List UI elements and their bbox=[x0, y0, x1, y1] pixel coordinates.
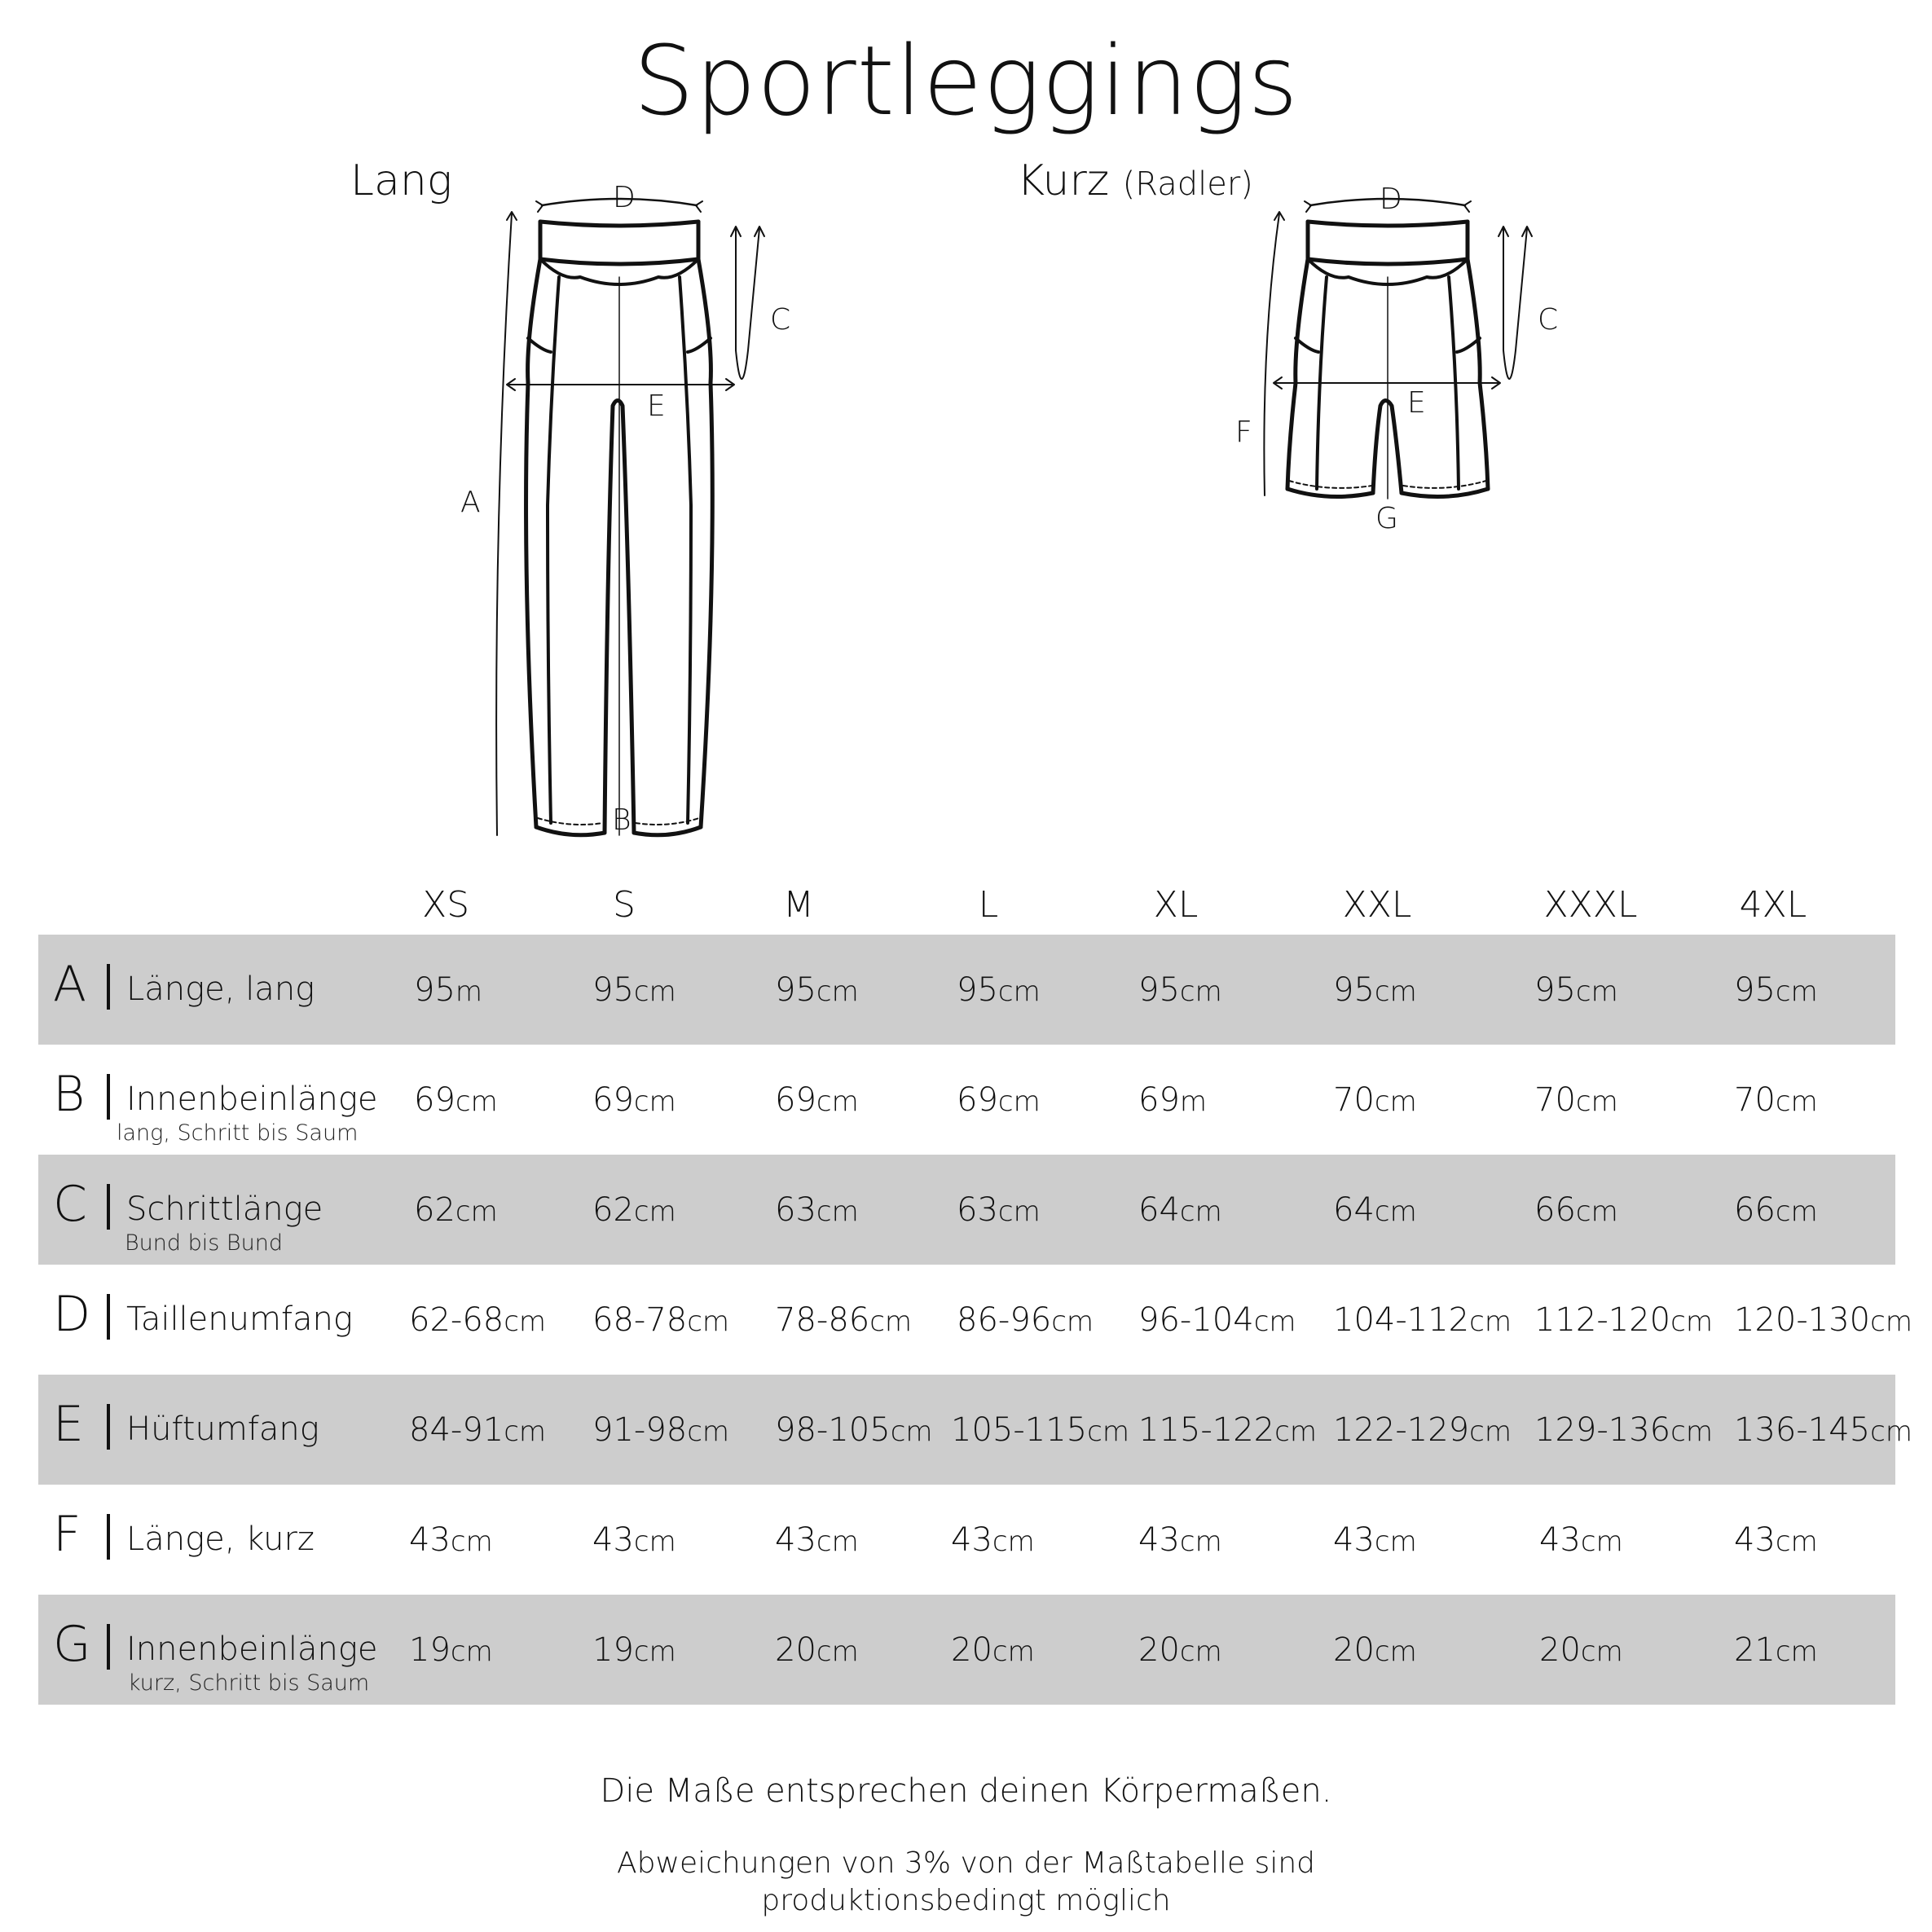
row-letter: F bbox=[53, 1506, 81, 1563]
table-cell: 43cm bbox=[1734, 1521, 1818, 1559]
table-cell: 63cm bbox=[957, 1191, 1041, 1229]
table-cell: 95cm bbox=[775, 971, 859, 1009]
row-sublabel: kurz, Schritt bis Saum bbox=[128, 1670, 370, 1696]
long-waistband-top bbox=[540, 222, 698, 226]
table-cell: 69m bbox=[1138, 1081, 1208, 1119]
size-header-l: L bbox=[978, 884, 999, 926]
table-cell: 86-96cm bbox=[957, 1301, 1094, 1339]
row-divider bbox=[107, 1404, 110, 1450]
size-header-xs: XS bbox=[421, 884, 470, 926]
row-label: Schrittlänge bbox=[126, 1190, 323, 1228]
table-cell: 105-115cm bbox=[951, 1411, 1129, 1449]
row-divider bbox=[107, 1184, 110, 1230]
table-cell: 96-104cm bbox=[1138, 1301, 1296, 1339]
row-label: Innenbeinlänge bbox=[126, 1631, 378, 1668]
table-cell: 20cm bbox=[1333, 1631, 1417, 1669]
tolerance-note bbox=[0, 1845, 1932, 1920]
row-letter: A bbox=[53, 956, 87, 1013]
table-cell: 78-86cm bbox=[775, 1301, 913, 1339]
table-cell: 69cm bbox=[775, 1081, 859, 1119]
table-cell: 84-91cm bbox=[409, 1411, 547, 1449]
table-cell: 66cm bbox=[1534, 1191, 1618, 1229]
table-cell: 95m bbox=[414, 971, 483, 1009]
table-cell: 66cm bbox=[1734, 1191, 1818, 1229]
size-header-m: M bbox=[783, 884, 814, 926]
table-cell: 120-130cm bbox=[1734, 1301, 1912, 1339]
size-header-xxxl: XXXL bbox=[1543, 884, 1638, 926]
long-marker-d: D bbox=[613, 181, 636, 214]
table-cell: 129-136cm bbox=[1534, 1411, 1713, 1449]
leggings-diagrams bbox=[0, 0, 1932, 880]
diagram-label-short-main: Kurz bbox=[1017, 156, 1110, 205]
short-marker-d: D bbox=[1380, 183, 1402, 216]
diagram-label-short-sub: (Radler) bbox=[1122, 165, 1253, 203]
short-leggings-figure bbox=[1264, 199, 1532, 499]
table-cell: 43cm bbox=[775, 1521, 859, 1559]
table-cell: 91-98cm bbox=[592, 1411, 730, 1449]
long-d-arrowhead-right bbox=[696, 201, 702, 212]
table-cell: 136-145cm bbox=[1734, 1411, 1912, 1449]
row-letter: G bbox=[53, 1616, 91, 1673]
size-header-4xl: 4XL bbox=[1739, 884, 1807, 926]
table-row-c bbox=[38, 1155, 1895, 1265]
table-cell: 20cm bbox=[1138, 1631, 1222, 1669]
table-cell: 62-68cm bbox=[409, 1301, 547, 1339]
table-row-d bbox=[38, 1265, 1912, 1375]
table-cell: 69cm bbox=[957, 1081, 1041, 1119]
table-cell: 95cm bbox=[1138, 971, 1222, 1009]
table-cell: 95cm bbox=[1534, 971, 1618, 1009]
table-cell: 112-120cm bbox=[1534, 1301, 1713, 1339]
long-leggings-figure bbox=[496, 199, 764, 835]
table-row-b bbox=[38, 1045, 1895, 1155]
table-cell: 21cm bbox=[1734, 1631, 1818, 1669]
long-waistband-bottom bbox=[540, 259, 698, 264]
table-cell: 115-122cm bbox=[1138, 1411, 1317, 1449]
size-header-xxl: XXL bbox=[1342, 884, 1412, 926]
long-right-panel bbox=[680, 277, 691, 823]
table-cell: 20cm bbox=[775, 1631, 859, 1669]
table-cell: 64cm bbox=[1333, 1191, 1417, 1229]
diagram-label-long: Lang bbox=[350, 156, 452, 205]
table-cell: 98-105cm bbox=[775, 1411, 933, 1449]
table-cell: 43cm bbox=[1539, 1521, 1623, 1559]
long-a-line bbox=[496, 213, 512, 835]
row-label: Länge, kurz bbox=[126, 1521, 315, 1558]
row-letter: E bbox=[53, 1396, 84, 1453]
short-marker-e: E bbox=[1407, 386, 1426, 420]
table-cell: 95cm bbox=[1734, 971, 1818, 1009]
row-letter: B bbox=[53, 1066, 86, 1123]
row-divider bbox=[107, 964, 110, 1010]
table-cell: 122-129cm bbox=[1333, 1411, 1512, 1449]
long-d-arrowhead-left bbox=[536, 201, 543, 212]
table-cell: 43cm bbox=[951, 1521, 1035, 1559]
row-divider bbox=[107, 1074, 110, 1120]
row-label: Innenbeinlänge bbox=[126, 1080, 378, 1118]
table-row-f bbox=[38, 1485, 1895, 1595]
table-row-a bbox=[38, 935, 1895, 1045]
table-cell: 20cm bbox=[951, 1631, 1035, 1669]
body-measure-note: Die Maße entsprechen deinen Körpermaßen. bbox=[600, 1772, 1332, 1810]
table-cell: 64cm bbox=[1138, 1191, 1222, 1229]
row-letter: D bbox=[53, 1286, 91, 1343]
size-header-xl: XL bbox=[1153, 884, 1199, 926]
row-sublabel: lang, Schritt bis Saum bbox=[117, 1120, 359, 1146]
row-label: Taillenumfang bbox=[126, 1300, 353, 1338]
long-marker-a: A bbox=[460, 486, 481, 519]
table-row-e bbox=[38, 1375, 1912, 1485]
table-cell: 68-78cm bbox=[592, 1301, 730, 1339]
table-row-g bbox=[38, 1595, 1895, 1705]
row-divider bbox=[107, 1624, 110, 1670]
long-marker-b: B bbox=[612, 803, 632, 837]
long-left-panel bbox=[548, 277, 559, 823]
table-cell: 104-112cm bbox=[1333, 1301, 1512, 1339]
long-c-loop bbox=[736, 228, 759, 379]
short-marker-f: F bbox=[1235, 416, 1252, 449]
page-title: Sportleggings bbox=[633, 24, 1299, 137]
tolerance-note-line1: Abweichungen von 3% von der Maßtabelle sind bbox=[617, 1846, 1315, 1880]
table-cell: 70cm bbox=[1534, 1081, 1618, 1119]
size-header-s: S bbox=[613, 884, 636, 926]
table-cell: 63cm bbox=[775, 1191, 859, 1229]
table-cell: 69cm bbox=[414, 1081, 498, 1119]
row-label: Länge, lang bbox=[126, 970, 315, 1008]
table-cell: 19cm bbox=[592, 1631, 676, 1669]
row-divider bbox=[107, 1514, 110, 1560]
table-cell: 95cm bbox=[957, 971, 1041, 1009]
table-cell: 43cm bbox=[409, 1521, 493, 1559]
row-sublabel: Bund bis Bund bbox=[125, 1230, 283, 1256]
table-cell: 20cm bbox=[1539, 1631, 1623, 1669]
table-cell: 19cm bbox=[409, 1631, 493, 1669]
table-cell: 69cm bbox=[592, 1081, 676, 1119]
table-cell: 95cm bbox=[592, 971, 676, 1009]
table-cell: 62cm bbox=[414, 1191, 498, 1229]
table-cell: 70cm bbox=[1333, 1081, 1417, 1119]
long-marker-c: C bbox=[770, 303, 791, 337]
table-cell: 95cm bbox=[1333, 971, 1417, 1009]
short-marker-c: C bbox=[1538, 303, 1559, 337]
table-cell: 43cm bbox=[1138, 1521, 1222, 1559]
table-cell: 62cm bbox=[592, 1191, 676, 1229]
row-letter: C bbox=[53, 1176, 87, 1233]
tolerance-note-line2: produktionsbedingt möglich bbox=[761, 1884, 1171, 1917]
row-label: Hüftumfang bbox=[126, 1410, 319, 1448]
row-divider bbox=[107, 1294, 110, 1340]
table-cell: 70cm bbox=[1734, 1081, 1818, 1119]
table-cell: 43cm bbox=[1333, 1521, 1417, 1559]
short-marker-g: G bbox=[1375, 502, 1398, 535]
long-marker-e: E bbox=[647, 389, 666, 423]
table-cell: 43cm bbox=[592, 1521, 676, 1559]
